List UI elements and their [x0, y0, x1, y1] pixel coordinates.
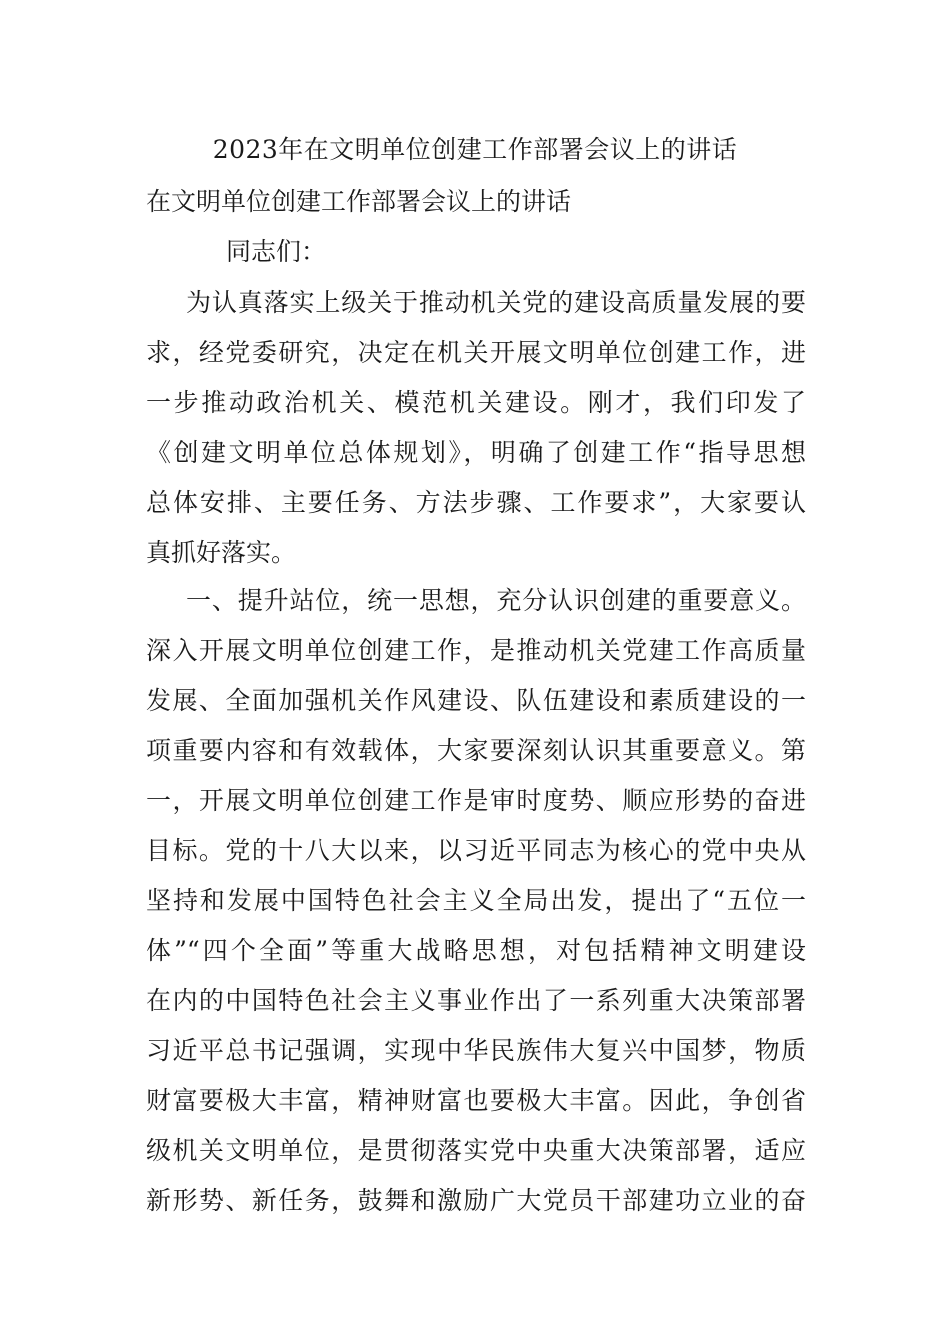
text-line: 深入开展文明单位创建工作，是推动机关党建工作高质量: [146, 636, 806, 665]
text-line: 财富要极大丰富，精神财富也要极大丰富。因此，争创省: [146, 1086, 806, 1115]
text-line: 坚持和发展中国特色社会主义全局出发，提出了“五位一: [146, 886, 806, 915]
text-line: 目标。党的十八大以来，以习近平同志为核心的党中央从: [146, 836, 806, 865]
text-line: 一，开展文明单位创建工作是审时度势、顺应形势的奋进: [146, 786, 806, 815]
text-line: 《创建文明单位总体规划》，明确了创建工作“指导思想: [146, 438, 806, 467]
document-title: 2023年在文明单位创建工作部署会议上的讲话: [212, 135, 738, 164]
text-line: 求，经党委研究，决定在机关开展文明单位创建工作，进: [146, 338, 806, 367]
section-heading-line: 一、提升站位，统一思想，充分认识创建的重要意义。: [186, 586, 806, 615]
paragraph-section-one: [146, 576, 806, 1226]
text-line: 为认真落实上级关于推动机关党的建设高质量发展的要: [186, 288, 806, 317]
text-line: 新形势、新任务，鼓舞和激励广大党员干部建功立业的奋: [146, 1186, 806, 1215]
text-line: 习近平总书记强调，实现中华民族伟大复兴中国梦，物质: [146, 1036, 806, 1065]
document-subtitle: 在文明单位创建工作部署会议上的讲话: [146, 187, 572, 216]
salutation: 同志们：: [226, 237, 327, 266]
text-line: 真抓好落实。: [146, 538, 297, 567]
paragraph-intro: [146, 278, 806, 578]
text-line: 发展、全面加强机关作风建设、队伍建设和素质建设的一: [146, 686, 806, 715]
text-line: 项重要内容和有效载体，大家要深刻认识其重要意义。第: [146, 736, 806, 765]
text-line: 在内的中国特色社会主义事业作出了一系列重大决策部署: [146, 986, 806, 1015]
text-line: 一步推动政治机关、模范机关建设。刚才，我们印发了: [146, 388, 806, 417]
text-line: 体”“四个全面”等重大战略思想，对包括精神文明建设: [146, 936, 806, 965]
text-line: 级机关文明单位，是贯彻落实党中央重大决策部署，适应: [146, 1136, 806, 1165]
text-line: 总体安排、主要任务、方法步骤、工作要求”，大家要认: [146, 488, 806, 517]
